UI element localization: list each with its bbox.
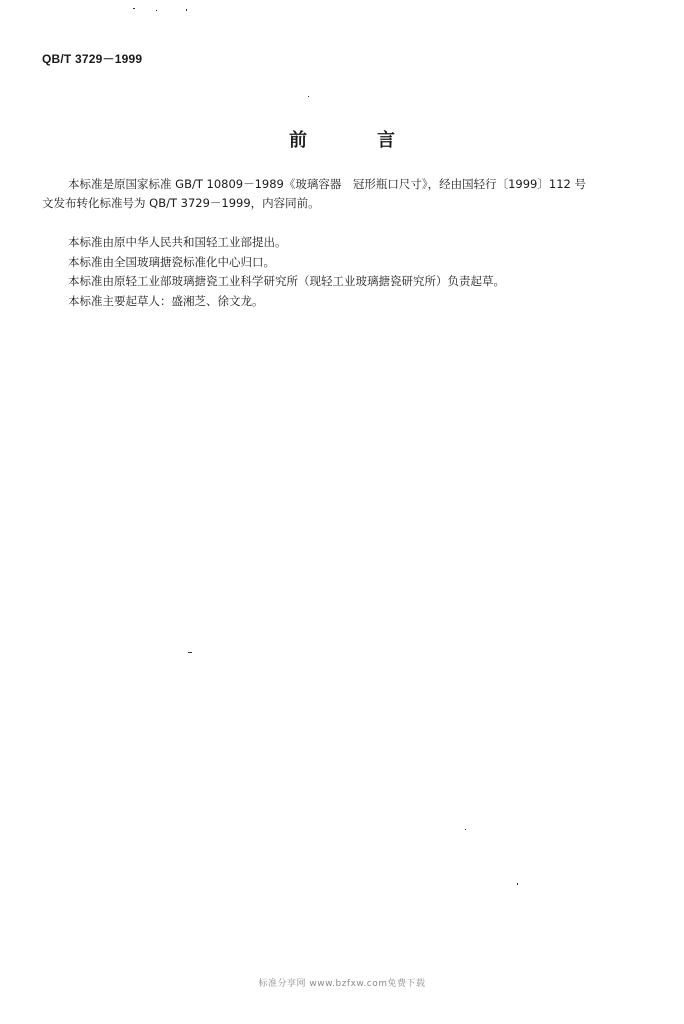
intro-paragraph xyxy=(42,175,642,213)
scan-speck xyxy=(465,829,466,830)
page-title: 前 言 xyxy=(289,130,421,151)
intro-line-2: 文发布转化标准号为 QB/T 3729－1999，内容同前。 xyxy=(42,196,320,210)
scan-speck xyxy=(133,8,135,9)
standard-code: QB/T 3729－1999 xyxy=(42,52,143,66)
intro-line-1: 本标准是原国家标准 GB/T 10809－1989《玻璃容器 冠形瓶口尺寸》，经由国轻行〔1999〕112 号 xyxy=(68,177,586,191)
statement-proposer: 本标准由原中华人民共和国轻工业部提出。 xyxy=(68,235,287,249)
statement-responsible-body: 本标准由全国玻璃搪瓷标准化中心归口。 xyxy=(68,254,275,269)
scan-speck xyxy=(156,10,157,11)
statement-list xyxy=(68,233,505,311)
statement-drafter: 本标准由原轻工业部玻璃搪瓷工业科学研究所（现轻工业玻璃搪瓷研究所）负责起草。 xyxy=(68,274,505,288)
statement-authors: 本标准主要起草人：盛湘芝、徐文龙。 xyxy=(68,293,264,308)
scan-speck xyxy=(188,652,192,653)
footer-watermark: 标准分享网 www.bzfxw.com免费下载 xyxy=(258,979,426,989)
scan-speck xyxy=(308,96,309,97)
scan-speck xyxy=(517,883,518,885)
scan-speck xyxy=(186,9,187,11)
